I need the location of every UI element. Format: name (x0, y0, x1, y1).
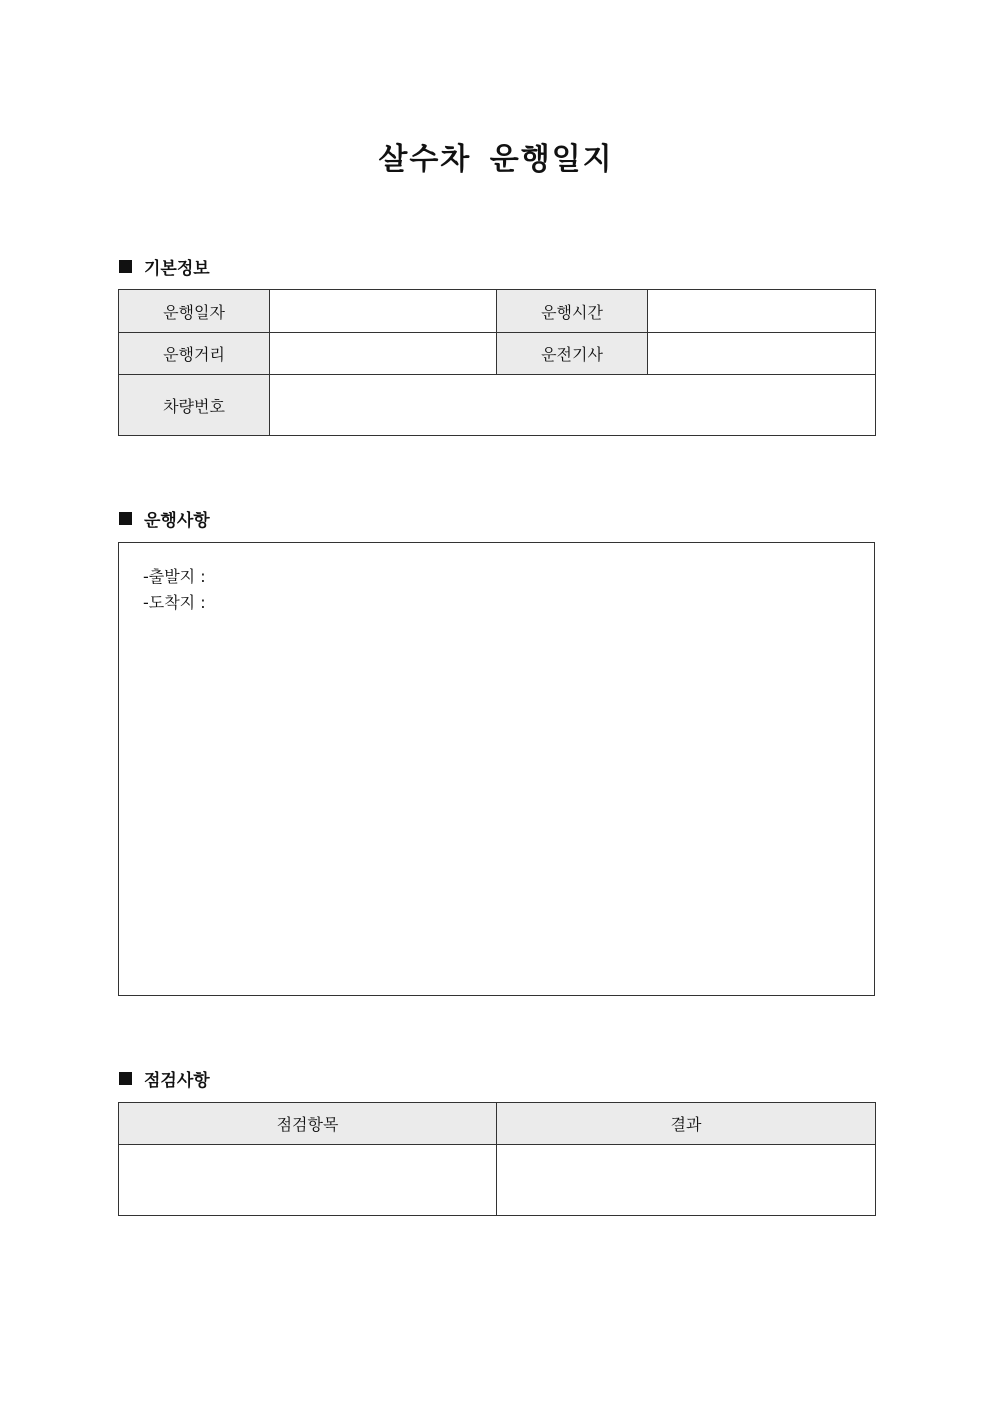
driver-label: 운전기사 (497, 333, 648, 375)
basic-info-table (118, 289, 876, 436)
inspection-heading (119, 1066, 210, 1091)
inspection-result-header: 결과 (497, 1103, 876, 1145)
inspection-table (118, 1102, 876, 1216)
table-row (119, 1103, 876, 1145)
inspection-result-field[interactable] (497, 1145, 876, 1216)
inspection-item-header: 점검항목 (119, 1103, 497, 1145)
page-title: 살수차 운행일지 (378, 142, 614, 177)
square-bullet-icon (119, 1072, 132, 1085)
table-row (119, 333, 876, 375)
inspection-item-field[interactable] (119, 1145, 497, 1216)
basic-info-heading (119, 254, 210, 279)
table-row (119, 375, 876, 436)
square-bullet-icon (119, 512, 132, 525)
table-row (119, 290, 876, 333)
operation-heading-label: 운행사항 (144, 511, 210, 531)
vehicle-label: 차량번호 (119, 375, 270, 436)
arrival-label: -도착지 : (143, 593, 206, 612)
date-field[interactable] (270, 290, 497, 333)
vehicle-field[interactable] (270, 375, 876, 436)
time-label: 운행시간 (497, 290, 648, 333)
time-field[interactable] (648, 290, 876, 333)
basic-info-heading-label: 기본정보 (144, 259, 210, 279)
inspection-heading-label: 점검사항 (144, 1071, 210, 1091)
operation-notes-box[interactable] (118, 542, 875, 996)
driver-field[interactable] (648, 333, 876, 375)
operation-heading (119, 506, 210, 531)
distance-field[interactable] (270, 333, 497, 375)
square-bullet-icon (119, 260, 132, 273)
departure-label: -출발지 : (143, 567, 206, 586)
table-row (119, 1145, 876, 1216)
date-label: 운행일자 (119, 290, 270, 333)
distance-label: 운행거리 (119, 333, 270, 375)
